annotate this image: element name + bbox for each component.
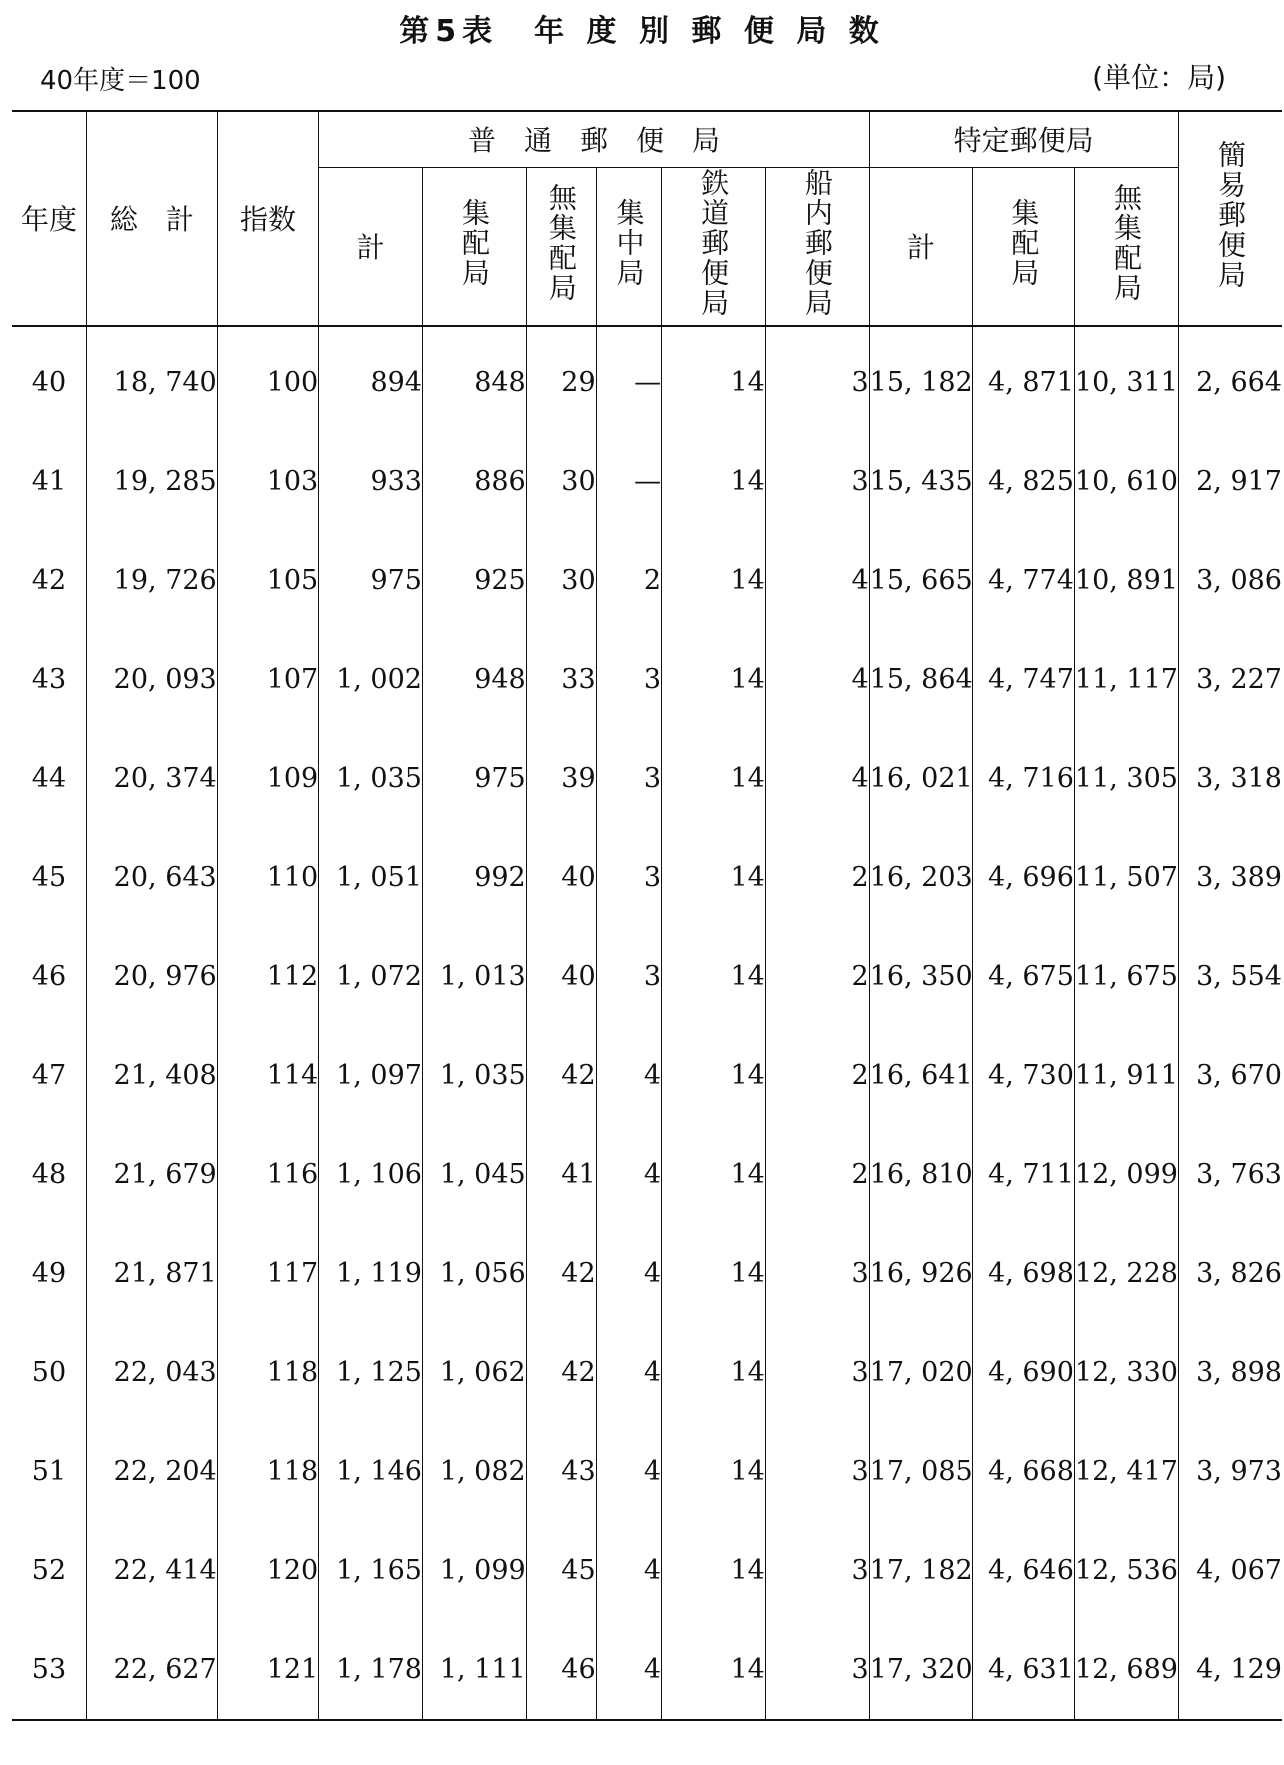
cell-ordinary-central: 4 [596, 1026, 661, 1125]
cell-index: 116 [217, 1125, 319, 1224]
cell-ordinary-railway: 14 [662, 729, 766, 828]
cell-simple: 3, 826 [1196, 1257, 1282, 1289]
cell-special-collect: 4, 675 [973, 927, 1075, 1026]
cell-year: 44 [12, 729, 86, 828]
header-simple-label: 簡易郵便局 [1214, 139, 1248, 290]
cell-simple: 4, 129 [1178, 1620, 1282, 1720]
cell-ordinary-collect: 1, 082 [422, 1422, 526, 1521]
cell-total: 20, 643 [86, 828, 217, 927]
cell-index: 117 [217, 1224, 319, 1323]
cell-ordinary-noncollect: 46 [526, 1620, 596, 1720]
cell-ordinary-railway: 14 [662, 1620, 766, 1720]
cell-special-noncollect: 11, 305 [1074, 729, 1178, 828]
cell-special-noncollect: 10, 891 [1074, 531, 1178, 630]
cell-ordinary-collect: 1, 013 [422, 927, 526, 1026]
table-row [12, 828, 1282, 927]
cell-ordinary-railway: 14 [662, 828, 766, 927]
cell-special-collect: 4, 698 [973, 1224, 1075, 1323]
cell-ordinary-total: 1, 051 [319, 828, 423, 927]
cell-total: 22, 414 [86, 1521, 217, 1620]
cell-special-total: 15, 182 [869, 326, 973, 432]
cell-year: 49 [12, 1224, 86, 1323]
cell-ordinary-central: — [596, 432, 661, 531]
cell-ordinary-central: 4 [596, 1224, 661, 1323]
table-row [12, 1224, 1282, 1323]
cell-special-noncollect: 12, 228 [1074, 1224, 1178, 1323]
cell-ordinary-ship: 2 [765, 1026, 869, 1125]
cell-ordinary-noncollect: 29 [526, 326, 596, 432]
cell-index: 114 [217, 1026, 319, 1125]
cell-special-total: 15, 435 [869, 432, 973, 531]
cell-ordinary-central: 4 [596, 1521, 661, 1620]
header-special-collect [973, 167, 1075, 326]
cell-ordinary-noncollect: 33 [526, 630, 596, 729]
cell-special-noncollect: 12, 330 [1074, 1323, 1178, 1422]
cell-total: 22, 204 [86, 1422, 217, 1521]
header-special-collect-label: 集配局 [1007, 197, 1041, 288]
cell-special-collect: 4, 716 [973, 729, 1075, 828]
cell-ordinary-collect: 1, 099 [422, 1521, 526, 1620]
cell-year: 40 [12, 326, 86, 432]
cell-ordinary-total: 1, 002 [319, 630, 423, 729]
header-simple [1178, 111, 1282, 326]
cell-special-collect: 4, 774 [973, 531, 1075, 630]
cell-year: 50 [12, 1323, 86, 1422]
unit-note: (単位：局) [1092, 61, 1226, 94]
cell-special-total: 16, 021 [869, 729, 973, 828]
cell-total: 20, 374 [86, 729, 217, 828]
cell-special-collect: 4, 825 [973, 432, 1075, 531]
cell-ordinary-collect: 1, 062 [422, 1323, 526, 1422]
header-total: 総 計 [86, 111, 217, 326]
cell-ordinary-noncollect: 30 [526, 531, 596, 630]
cell-ordinary-central: — [596, 326, 661, 432]
cell-ordinary-railway: 14 [662, 927, 766, 1026]
table-row [12, 1620, 1282, 1720]
header-special-noncollect [1074, 167, 1178, 326]
cell-ordinary-total: 1, 178 [319, 1620, 423, 1720]
cell-ordinary-central: 4 [596, 1422, 661, 1521]
cell-special-noncollect: 12, 099 [1074, 1125, 1178, 1224]
cell-ordinary-central: 4 [596, 1125, 661, 1224]
table-row [12, 927, 1282, 1026]
cell-index: 105 [217, 531, 319, 630]
header-ordinary-railway-label: 鉄道郵便局 [697, 167, 731, 318]
cell-simple: 3, 086 [1196, 564, 1282, 596]
cell-ordinary-collect: 848 [422, 326, 526, 432]
cell-ordinary-noncollect: 42 [526, 1026, 596, 1125]
cell-ordinary-noncollect: 42 [526, 1323, 596, 1422]
cell-ordinary-noncollect: 42 [526, 1224, 596, 1323]
cell-special-total: 15, 665 [869, 531, 973, 630]
cell-ordinary-collect: 1, 035 [422, 1026, 526, 1125]
cell-special-total: 17, 320 [869, 1620, 973, 1720]
cell-ordinary-total: 1, 035 [319, 729, 423, 828]
cell-ordinary-central: 2 [596, 531, 661, 630]
cell-simple: 3, 670 [1196, 1059, 1282, 1091]
cell-total: 22, 043 [86, 1323, 217, 1422]
cell-special-collect: 4, 646 [973, 1521, 1075, 1620]
cell-simple: 3, 554 [1196, 960, 1282, 992]
cell-total: 20, 976 [86, 927, 217, 1026]
table-row [12, 630, 1282, 729]
cell-ordinary-railway: 14 [662, 326, 766, 432]
cell-ordinary-railway: 14 [662, 630, 766, 729]
header-special-noncollect-label: 無集配局 [1109, 182, 1143, 303]
cell-ordinary-total: 1, 146 [319, 1422, 423, 1521]
cell-total: 21, 871 [86, 1224, 217, 1323]
cell-ordinary-total: 975 [319, 531, 423, 630]
header-ordinary-railway [662, 167, 766, 326]
cell-special-collect: 4, 668 [973, 1422, 1075, 1521]
cell-ordinary-collect: 992 [422, 828, 526, 927]
header-ordinary-noncollect-label: 無集配局 [544, 182, 578, 303]
cell-special-noncollect: 11, 911 [1074, 1026, 1178, 1125]
cell-ordinary-railway: 14 [662, 1224, 766, 1323]
cell-ordinary-ship: 3 [765, 1323, 869, 1422]
cell-index: 110 [217, 828, 319, 927]
cell-ordinary-ship: 3 [765, 1521, 869, 1620]
header-special-total: 計 [869, 167, 973, 326]
table-title: 第5表 年 度 別 郵 便 局 数 [399, 14, 885, 49]
cell-special-collect: 4, 631 [973, 1620, 1075, 1720]
table-row [12, 1521, 1282, 1620]
cell-ordinary-collect: 1, 111 [422, 1620, 526, 1720]
table-row [12, 729, 1282, 828]
cell-ordinary-railway: 14 [662, 1521, 766, 1620]
cell-special-noncollect: 10, 610 [1074, 432, 1178, 531]
cell-ordinary-total: 933 [319, 432, 423, 531]
cell-ordinary-total: 1, 119 [319, 1224, 423, 1323]
cell-total: 21, 679 [86, 1125, 217, 1224]
table-row [12, 432, 1282, 531]
cell-ordinary-total: 1, 072 [319, 927, 423, 1026]
cell-year: 42 [12, 531, 86, 630]
header-index: 指数 [217, 111, 319, 326]
header-ordinary-central [596, 167, 661, 326]
cell-special-total: 15, 864 [869, 630, 973, 729]
cell-ordinary-collect: 1, 045 [422, 1125, 526, 1224]
header-special-group: 特定郵便局 [869, 111, 1178, 167]
cell-ordinary-ship: 4 [765, 729, 869, 828]
table-row [12, 1323, 1282, 1422]
cell-ordinary-central: 3 [596, 927, 661, 1026]
cell-year: 51 [12, 1422, 86, 1521]
cell-ordinary-total: 1, 165 [319, 1521, 423, 1620]
cell-ordinary-ship: 3 [765, 1422, 869, 1521]
cell-ordinary-noncollect: 41 [526, 1125, 596, 1224]
cell-special-collect: 4, 696 [973, 828, 1075, 927]
cell-simple: 3, 389 [1196, 861, 1282, 893]
cell-index: 118 [217, 1323, 319, 1422]
header-ordinary-total: 計 [319, 167, 423, 326]
cell-ordinary-noncollect: 40 [526, 828, 596, 927]
header-ordinary-ship-label: 船内郵便局 [800, 167, 834, 318]
cell-special-noncollect: 11, 507 [1074, 828, 1178, 927]
header-ordinary-group: 普 通 郵 便 局 [319, 111, 869, 167]
table-row [12, 326, 1282, 432]
cell-total: 19, 726 [86, 531, 217, 630]
cell-ordinary-noncollect: 40 [526, 927, 596, 1026]
cell-simple: 3, 763 [1196, 1158, 1282, 1190]
cell-index: 121 [217, 1620, 319, 1720]
cell-ordinary-total: 1, 125 [319, 1323, 423, 1422]
cell-ordinary-railway: 14 [662, 1125, 766, 1224]
cell-special-noncollect: 12, 689 [1074, 1620, 1178, 1720]
cell-index: 120 [217, 1521, 319, 1620]
cell-year: 53 [12, 1620, 86, 1720]
cell-year: 47 [12, 1026, 86, 1125]
cell-index: 103 [217, 432, 319, 531]
cell-special-noncollect: 11, 675 [1074, 927, 1178, 1026]
cell-ordinary-collect: 886 [422, 432, 526, 531]
cell-simple: 3, 973 [1196, 1455, 1282, 1487]
cell-total: 20, 093 [86, 630, 217, 729]
cell-ordinary-collect: 1, 056 [422, 1224, 526, 1323]
header-ordinary-noncollect [526, 167, 596, 326]
cell-special-collect: 4, 730 [973, 1026, 1075, 1125]
cell-special-total: 17, 085 [869, 1422, 973, 1521]
post-office-table [12, 110, 1282, 1721]
cell-year: 48 [12, 1125, 86, 1224]
cell-simple: 4, 067 [1196, 1554, 1282, 1586]
cell-ordinary-noncollect: 39 [526, 729, 596, 828]
table-row [12, 531, 1282, 630]
cell-special-noncollect: 12, 417 [1074, 1422, 1178, 1521]
cell-special-noncollect: 12, 536 [1074, 1521, 1178, 1620]
cell-simple: 2, 917 [1196, 465, 1282, 497]
cell-special-noncollect: 11, 117 [1074, 630, 1178, 729]
cell-index: 107 [217, 630, 319, 729]
cell-ordinary-ship: 3 [765, 1620, 869, 1720]
table-body [12, 326, 1282, 1720]
cell-ordinary-ship: 4 [765, 630, 869, 729]
cell-ordinary-ship: 3 [765, 326, 869, 432]
cell-index: 118 [217, 1422, 319, 1521]
cell-ordinary-collect: 948 [422, 630, 526, 729]
cell-ordinary-central: 3 [596, 828, 661, 927]
cell-index: 112 [217, 927, 319, 1026]
header-ordinary-collect-label: 集配局 [458, 197, 492, 288]
cell-special-total: 16, 203 [869, 828, 973, 927]
table-row [12, 1125, 1282, 1224]
cell-simple: 3, 318 [1196, 762, 1282, 794]
cell-special-total: 16, 641 [869, 1026, 973, 1125]
cell-special-total: 17, 182 [869, 1521, 973, 1620]
cell-year: 52 [12, 1521, 86, 1620]
cell-ordinary-ship: 2 [765, 927, 869, 1026]
cell-total: 18, 740 [86, 326, 217, 432]
header-ordinary-ship [765, 167, 869, 326]
cell-ordinary-railway: 14 [662, 1323, 766, 1422]
cell-ordinary-noncollect: 43 [526, 1422, 596, 1521]
cell-ordinary-central: 4 [596, 1620, 661, 1720]
cell-ordinary-ship: 3 [765, 432, 869, 531]
cell-index: 109 [217, 729, 319, 828]
cell-ordinary-railway: 14 [662, 1026, 766, 1125]
cell-special-collect: 4, 690 [973, 1323, 1075, 1422]
cell-ordinary-central: 3 [596, 630, 661, 729]
cell-simple: 3, 898 [1196, 1356, 1282, 1388]
cell-ordinary-central: 3 [596, 729, 661, 828]
cell-ordinary-ship: 3 [765, 1224, 869, 1323]
cell-simple: 3, 227 [1196, 663, 1282, 695]
cell-ordinary-railway: 14 [662, 1422, 766, 1521]
cell-special-collect: 4, 747 [973, 630, 1075, 729]
table-row [12, 1422, 1282, 1521]
cell-ordinary-ship: 4 [765, 531, 869, 630]
cell-simple: 2, 664 [1196, 366, 1282, 398]
header-year: 年度 [12, 111, 86, 326]
cell-total: 22, 627 [86, 1620, 217, 1720]
cell-index: 100 [217, 326, 319, 432]
cell-ordinary-ship: 2 [765, 1125, 869, 1224]
cell-ordinary-railway: 14 [662, 432, 766, 531]
cell-ordinary-collect: 925 [422, 531, 526, 630]
cell-year: 43 [12, 630, 86, 729]
cell-special-total: 17, 020 [869, 1323, 973, 1422]
cell-special-total: 16, 926 [869, 1224, 973, 1323]
cell-year: 46 [12, 927, 86, 1026]
table-row [12, 1026, 1282, 1125]
cell-total: 21, 408 [86, 1026, 217, 1125]
cell-ordinary-total: 1, 097 [319, 1026, 423, 1125]
cell-ordinary-collect: 975 [422, 729, 526, 828]
index-base-note: 40年度＝100 [40, 66, 201, 96]
cell-special-total: 16, 350 [869, 927, 973, 1026]
cell-ordinary-ship: 2 [765, 828, 869, 927]
cell-total: 19, 285 [86, 432, 217, 531]
cell-special-total: 16, 810 [869, 1125, 973, 1224]
cell-special-collect: 4, 871 [973, 326, 1075, 432]
cell-special-noncollect: 10, 311 [1074, 326, 1178, 432]
header-ordinary-collect [422, 167, 526, 326]
cell-ordinary-noncollect: 30 [526, 432, 596, 531]
cell-special-collect: 4, 711 [973, 1125, 1075, 1224]
cell-year: 41 [12, 432, 86, 531]
header-ordinary-central-label: 集中局 [612, 197, 646, 288]
cell-year: 45 [12, 828, 86, 927]
cell-ordinary-noncollect: 45 [526, 1521, 596, 1620]
cell-ordinary-central: 4 [596, 1323, 661, 1422]
cell-ordinary-total: 1, 106 [319, 1125, 423, 1224]
cell-ordinary-total: 894 [319, 326, 423, 432]
cell-ordinary-railway: 14 [662, 531, 766, 630]
